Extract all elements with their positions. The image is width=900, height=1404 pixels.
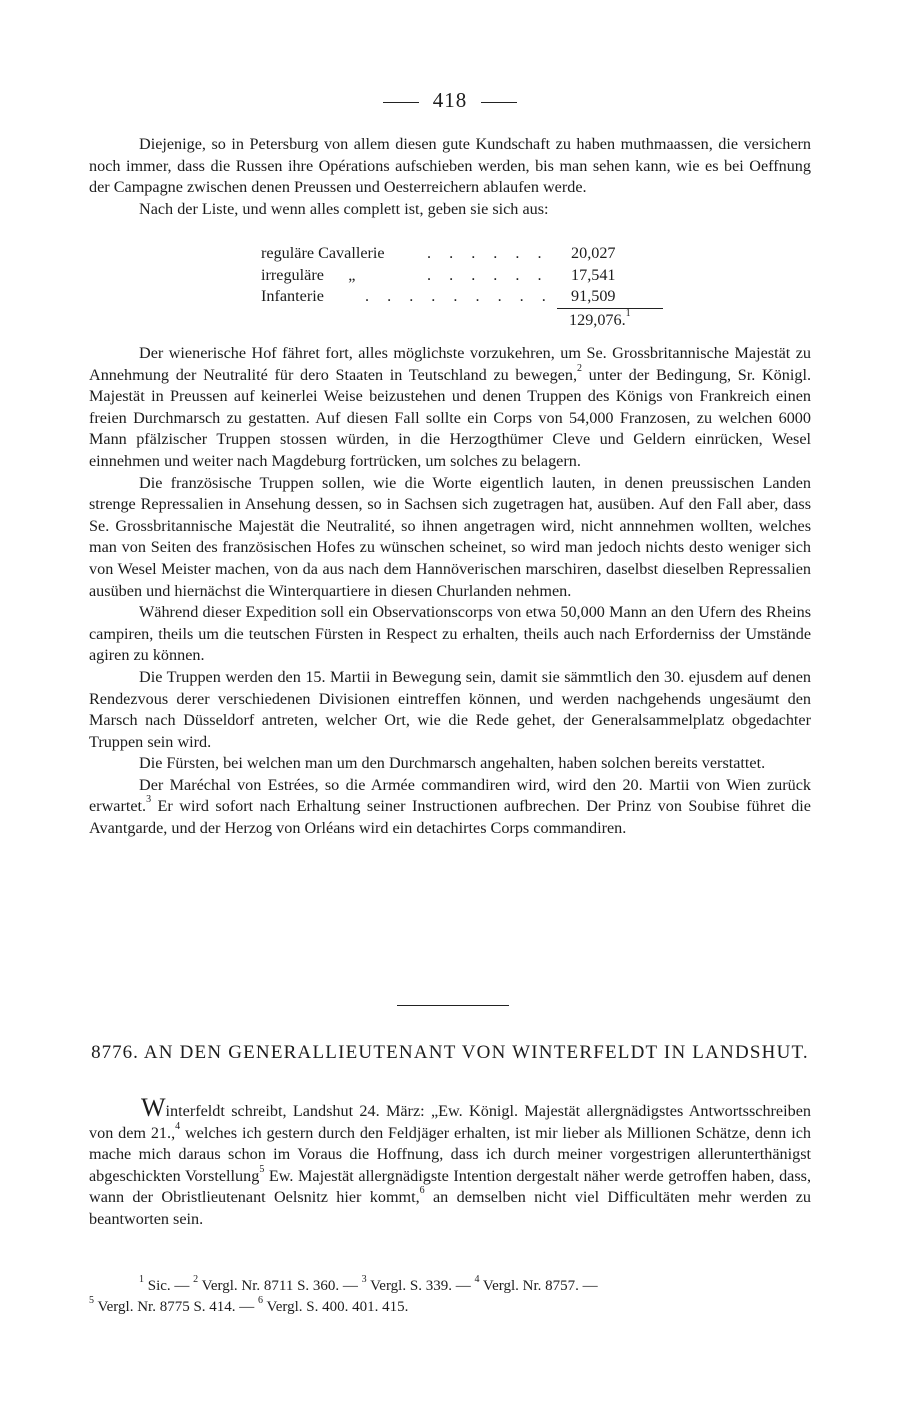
letter-text: interfeldt schreibt, Landshut 24. März: „Ew. Königl. Majestät allergnädigstes Antwortsschreiben von dem 21., xyxy=(89,1102,811,1142)
footnote-number: 6 xyxy=(258,1295,264,1306)
paragraph xyxy=(89,753,811,775)
paragraph xyxy=(89,775,811,840)
troop-leader-dots: . . . . . . . . . xyxy=(365,287,553,306)
paragraph-text: unter der Bedingung, Sr. Königl. Majestät in Preussen auf keinerlei Weise beizustehen und denen Truppen des Königs von Frankreich einen freien Durchmarsch zu gestatten. Auf diesen Fall sollte ein Corps von 54,000 Franzosen, zu welchen 6000 Mann pfälzischer Truppen stossen würden, in die Herzogthümer Cleve und Geldern einrücken, Wesel einnehmen und weiter nach Magdeburg fortrücken, um solches zu belagern. xyxy=(89,365,811,470)
troop-row xyxy=(261,286,681,308)
troop-row xyxy=(261,265,681,287)
header-dash-right xyxy=(481,102,517,103)
header-dash-left xyxy=(383,102,419,103)
page-header xyxy=(0,88,900,113)
footnote-number: 3 xyxy=(361,1274,367,1285)
footnote-text: Vergl. Nr. 8711 S. 360. — xyxy=(198,1278,362,1294)
paragraph xyxy=(89,602,811,667)
letter-text: welches ich gestern durch den Feldjäger erhalten, ist mir lieber als Millionen Schätze, denn ich mache mich daraus schon im Voraus die Hoffnung, dass ich durch meiner vorgestrigen allerunterthänigst abgeschickten Vorstellung xyxy=(89,1123,812,1185)
paragraph-text: Die Fürsten, bei welchen man um den Durchmarsch angehalten, haben solchen bereits verstattet. xyxy=(139,754,766,773)
letter-body xyxy=(89,1093,812,1231)
footnote-text: Vergl. Nr. 8775 S. 414. — xyxy=(94,1299,259,1315)
footnote-text: Vergl. Nr. 8757. — xyxy=(479,1278,598,1294)
section-divider xyxy=(397,1005,509,1006)
top-paragraph-block xyxy=(89,134,811,220)
initial-letter: W xyxy=(141,1093,166,1122)
troop-total-value: 129,076. xyxy=(569,311,626,329)
troop-list xyxy=(261,243,681,329)
letter-title: AN DEN GENERALLIEUTENANT VON WINTERFELDT IN LANDSHUT. xyxy=(143,1042,809,1063)
footnote-ref: 4 xyxy=(175,1120,181,1132)
paragraph-text: Der wienerische Hof fähret fort, alles möglichste vorzukehren, um Se. Grossbritannische Majestät zu Annehmung der Neutralité für dero Staaten in Teutschland zu bewegen, xyxy=(89,344,811,384)
footnotes xyxy=(89,1276,811,1318)
body-text xyxy=(89,343,811,840)
paragraph xyxy=(89,667,811,753)
paragraph-text: Die Truppen werden den 15. Martii in Bewegung sein, damit sie sämmtlich den 30. ejusdem auf denen Rendezvous derer verschiedenen Divisionen eintreffen können, und werden nachgehends ungesäumt den Marsch nach Düsseldorf antreten, welcher Ort, wie die Rede gehet, der Generalsammelplatz obgedachter Truppen sein wird. xyxy=(89,667,811,751)
footnote-text: Vergl. S. 400. 401. 415. xyxy=(263,1299,409,1315)
troop-leader-dots: . . . . . . xyxy=(427,244,549,262)
paragraph-text: Der Maréchal von Estrées, so die Armée commandiren wird, wird den 20. Martii von Wien zurück erwartet. xyxy=(89,775,811,816)
page-number: 418 xyxy=(432,88,468,112)
sum-line xyxy=(557,308,663,309)
footnote-line xyxy=(89,1276,811,1297)
top-paragraph: Diejenige, so in Petersburg von allem diesen gute Kundschaft zu haben muthmaassen, die versichern noch immer, dass die Russen ihre Opérations aufschieben werden, bis man sehen kann, wie es bei Oeffnung der Campagne zwischen denen Preussen und Oesterreichern ablaufen werde. xyxy=(89,135,811,197)
letter-text: Ew. Majestät allergnädigste Intention dergestalt näher werde getroffen haben, dass, wann der Obristlieutenant Oelsnitz hier kommt, xyxy=(89,1166,811,1207)
footnote-number: 5 xyxy=(89,1295,94,1306)
footnote-ref: 6 xyxy=(419,1185,425,1197)
paragraph-text: Die französische Truppen sollen, wie die Worte eigentlich lauten, in denen preussischen Landen strenge Repressalien in Ansehung dessen, so in Sachsen sich zugetragen hat, ausüben. Auf den Fall aber, dass Se. Grossbritannische Majestät die Neutralité, so ihnen angetragen wird, nicht annnehmen wollten, welches man von Seiten des französischen Hofes zu wünschen scheinet, so wird man jedoch nichts desto weniger sich von Wesel Meister machen, von da aus nach dem Hannöverischen marschiren, daselbst dieselben Repressalien ausüben und hiernächst die Winterquartiere in diesen Churlanden nehmen. xyxy=(89,473,811,600)
troop-value: 91,509 xyxy=(571,287,616,306)
footnote-ref: 3 xyxy=(146,794,152,806)
footnote-number: 2 xyxy=(193,1274,199,1285)
letter-paragraph xyxy=(89,1093,812,1231)
list-intro: Nach der Liste, und wenn alles complett ist, geben sie sich aus: xyxy=(139,199,549,218)
paragraph xyxy=(89,343,811,473)
troop-row xyxy=(261,243,681,265)
letter-number: 8776. xyxy=(91,1042,139,1063)
troop-label: irreguläre „ xyxy=(261,265,356,284)
troop-label: reguläre Cavallerie xyxy=(261,244,385,262)
troop-value: 17,541 xyxy=(571,265,616,284)
troop-leader-dots: . . . . . . xyxy=(427,265,549,284)
letter-heading xyxy=(89,1040,811,1066)
troop-label: Infanterie xyxy=(261,287,324,306)
footnote-number: 4 xyxy=(474,1274,480,1285)
paragraph xyxy=(89,473,811,603)
letter-text: an demselben nicht viel Difficultäten mehr werden zu beantworten sein. xyxy=(89,1188,811,1228)
paragraph-text: Während dieser Expedition soll ein Observationscorps von etwa 50,000 Mann an den Ufern des Rheins campiren, theils um die teutschen Fürsten in Respect zu erhalten, theils auch nach Erforderniss der Umstände agiren zu können. xyxy=(89,603,811,665)
footnote-text: Vergl. S. 339. — xyxy=(366,1278,475,1294)
troop-value: 20,027 xyxy=(571,244,616,262)
footnote-text: Sic. — xyxy=(144,1278,194,1294)
footnote-ref: 5 xyxy=(259,1163,265,1175)
troop-total xyxy=(569,310,631,332)
footnote-line xyxy=(89,1297,811,1318)
paragraph-text: Er wird sofort nach Erhaltung seiner Instructionen aufbrechen. Der Prinz von Soubise führet die Avantgarde, und der Herzog von Orléans wird ein detachirtes Corps commandiren. xyxy=(89,797,811,838)
footnote-ref: 1 xyxy=(625,308,631,319)
footnote-ref: 2 xyxy=(577,362,582,374)
footnote-number: 1 xyxy=(139,1274,144,1285)
